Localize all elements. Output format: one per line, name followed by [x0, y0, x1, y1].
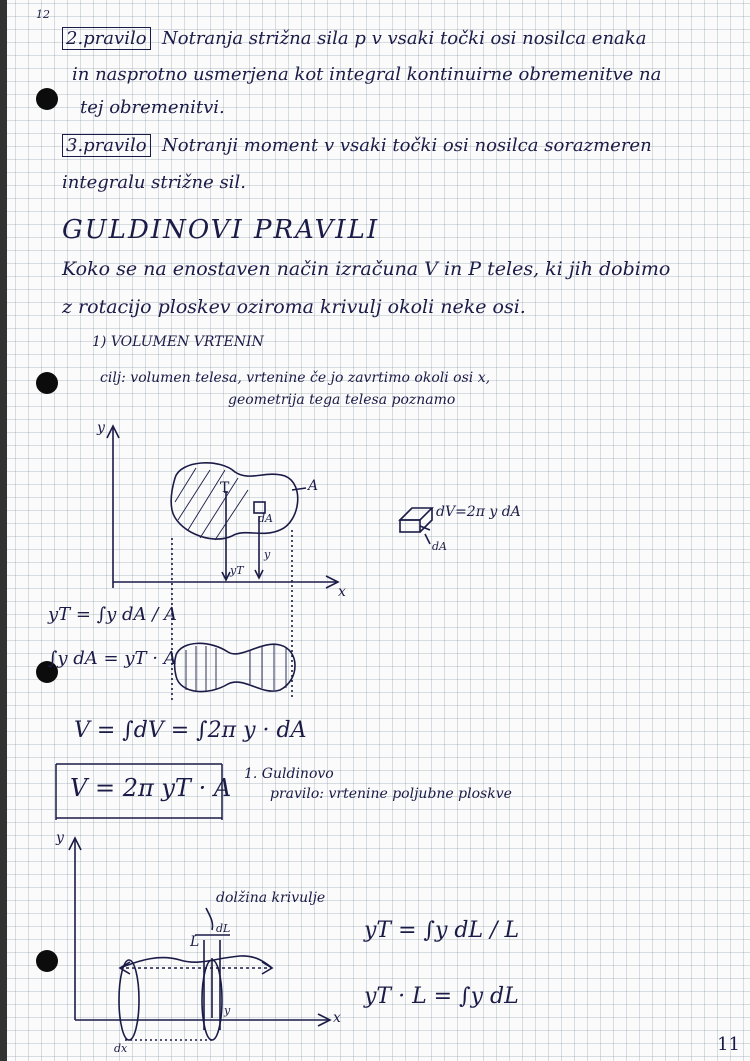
- formula-volume-integral: V = ∫dV = ∫2π y · dA: [74, 718, 307, 743]
- volume-goal-line2: geometrija tega telesa poznamo: [228, 392, 456, 408]
- rotated-body: [175, 643, 296, 691]
- rule3-label: 3.pravilo: [62, 134, 151, 157]
- formula-integral: ∫y dA = yT · A: [48, 648, 177, 669]
- volume-goal-line1: cilj: volumen telesa, vrtenine če jo zavrtimo okoli osi x,: [100, 370, 491, 386]
- page-marker: 12: [36, 8, 50, 21]
- diagram2-L-label: L: [190, 934, 200, 950]
- formula-yT: yT = ∫y dA / A: [48, 604, 177, 625]
- curve: [120, 956, 272, 968]
- page-number: 11: [717, 1034, 740, 1055]
- guldin-line2: z rotacijo ploskev oziroma krivulj okoli neke osi.: [62, 296, 526, 318]
- rule1-description: pravilo: vrtenine poljubne ploskve: [270, 786, 512, 802]
- diagram1-yT-label: yT: [230, 564, 244, 577]
- diagram1-y-label: y: [264, 548, 271, 561]
- rule3-line1: Notranji moment v vsaki točki osi nosilca sorazmeren: [162, 135, 652, 156]
- diagram2-dL-label: dL: [216, 922, 231, 935]
- diagram2-x-axis-label: x: [333, 1010, 341, 1026]
- guldin-title: GULDINOVI PRAVILI: [62, 215, 380, 245]
- rule3-line2: integralu strižne sil.: [62, 172, 246, 193]
- diagram2-y-label: y: [224, 1004, 231, 1017]
- volume-heading: 1) VOLUMEN VRTENIN: [92, 334, 264, 350]
- guldin-line1: Koko se na enostaven način izračuna V in P teles, ki jih dobimo: [62, 258, 671, 280]
- rule2-label: 2.pravilo: [62, 27, 151, 50]
- diagram1-dA-label: dA: [258, 512, 273, 525]
- curve-formula-product: yT · L = ∫y dL: [364, 984, 519, 1009]
- rule1-label: 1. Guldinovo: [244, 766, 334, 782]
- diagram2-curve-label: dolžina krivulje: [216, 890, 326, 906]
- diagram1-y-axis-label: y: [97, 420, 105, 436]
- curve-formula-yT: yT = ∫y dL / L: [364, 918, 520, 943]
- diagram2-y-axis-label: y: [56, 830, 64, 846]
- diagram1-T-label: T: [220, 480, 230, 496]
- diagram1-x-axis-label: x: [338, 584, 346, 600]
- rule2-line3: tej obremenitvi.: [80, 97, 225, 118]
- element-dV-equation: dV=2π y dA: [436, 504, 521, 520]
- diagram2-dx-label: dx: [114, 1042, 128, 1055]
- rule2-line1: Notranja strižna sila p v vsaki točki osi nosilca enaka: [162, 28, 647, 49]
- diagram1-area-label: A: [308, 478, 319, 494]
- rule2-line2: in nasprotno usmerjena kot integral kontinuirne obremenitve na: [72, 64, 662, 85]
- element-dA-label: dA: [432, 540, 447, 553]
- formula-volume-boxed: V = 2π yT · A: [70, 774, 232, 802]
